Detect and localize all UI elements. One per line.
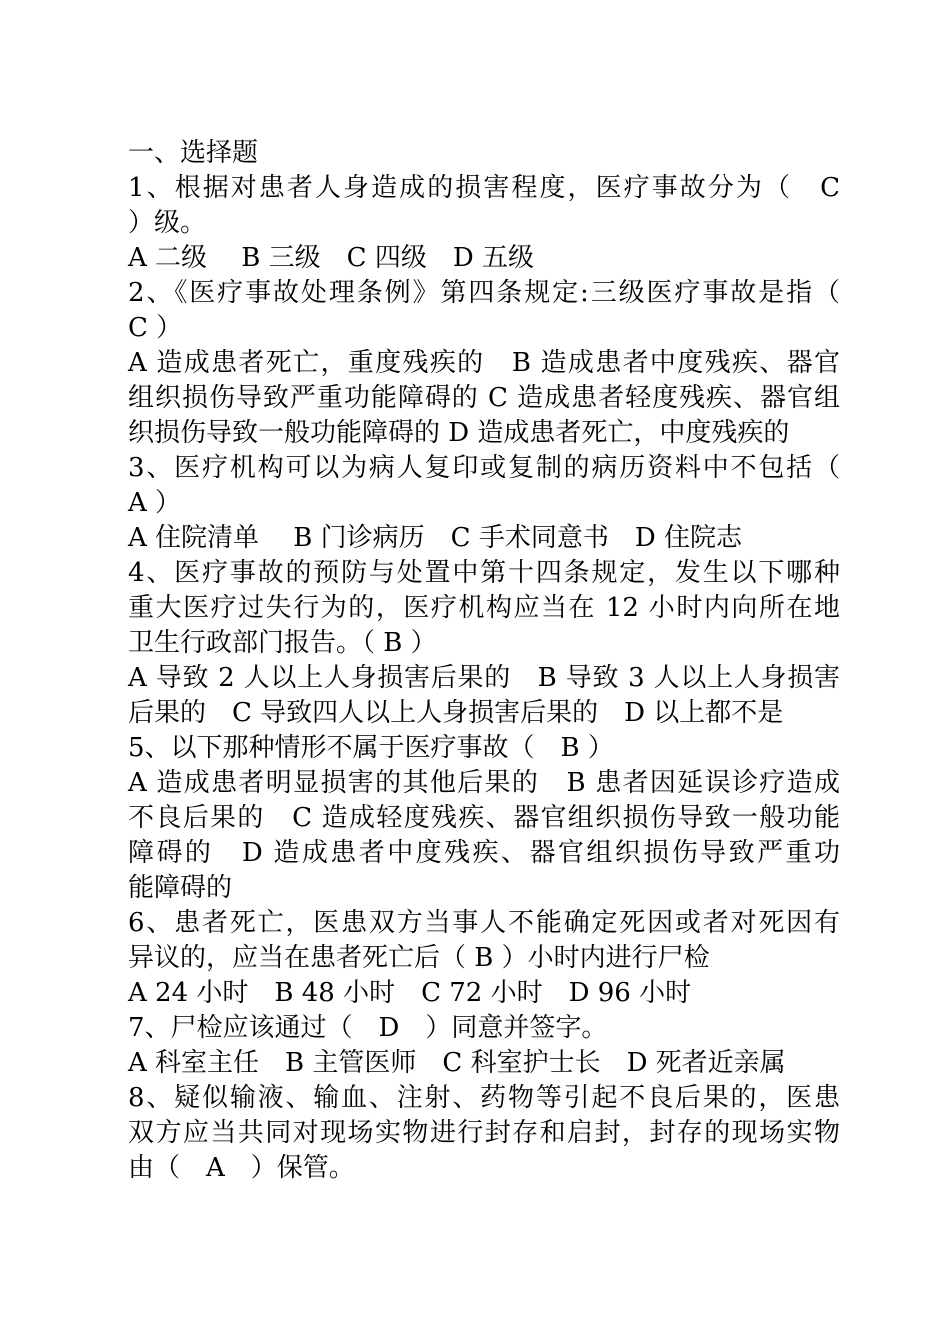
question-2-line-2: C ） xyxy=(128,313,183,343)
question-8-line-1: 8、疑似输液、输血、注射、药物等引起不良后果的，医患 xyxy=(128,1083,840,1113)
question-8-line-2: 双方应当共同对现场实物进行封存和启封，封存的现场实物 xyxy=(128,1118,840,1148)
question-7-options: A 科室主任 B 主管医师 C 科室护士长 D 死者近亲属 xyxy=(128,1048,786,1078)
question-4-line-3: 卫生行政部门报告。（ B ） xyxy=(128,628,437,658)
question-2-options-line-3: 织损伤导致一般功能障碍的 D 造成患者死亡，中度残疾的 xyxy=(128,418,790,448)
question-5-options-line-3: 障碍的 D 造成患者中度残疾、器官组织损伤导致严重功 xyxy=(128,838,840,868)
question-6-options: A 24 小时 B 48 小时 C 72 小时 D 96 小时 xyxy=(128,978,692,1008)
question-5-line-1: 5、以下那种情形不属于医疗事故（ B ） xyxy=(128,733,614,763)
question-8-line-3: 由（ A ）保管。 xyxy=(128,1153,355,1183)
question-3-line-1: 3、医疗机构可以为病人复印或复制的病历资料中不包括（ xyxy=(128,453,840,483)
question-6-line-2: 异议的，应当在患者死亡后（ B ）小时内进行尸检 xyxy=(128,943,710,973)
question-4-line-1: 4、医疗事故的预防与处置中第十四条规定，发生以下哪种 xyxy=(128,558,840,588)
question-5-options-line-4: 能障碍的 xyxy=(128,873,233,903)
question-1-line-2: ）级。 xyxy=(128,208,207,238)
question-4-options-line-1: A 导致 2 人以上人身损害后果的 B 导致 3 人以上人身损害 xyxy=(128,663,840,693)
question-4-line-2: 重大医疗过失行为的，医疗机构应当在 12 小时内向所在地 xyxy=(128,593,840,623)
question-1-line-1: 1、根据对患者人身造成的损害程度，医疗事故分为（ C xyxy=(128,173,840,203)
question-2-options-line-2: 组织损伤导致严重功能障碍的 C 造成患者轻度残疾、器官组 xyxy=(128,383,840,413)
question-5-options-line-1: A 造成患者明显损害的其他后果的 B 患者因延误诊疗造成 xyxy=(128,768,840,798)
question-6-line-1: 6、患者死亡，医患双方当事人不能确定死因或者对死因有 xyxy=(128,908,840,938)
question-2-options-line-1: A 造成患者死亡，重度残疾的 B 造成患者中度残疾、器官 xyxy=(128,348,840,378)
question-3-line-2: A ） xyxy=(128,488,182,518)
question-5-options-line-2: 不良后果的 C 造成轻度残疾、器官组织损伤导致一般功能 xyxy=(128,803,840,833)
section-heading: 一、选择题 xyxy=(128,138,259,168)
question-2-line-1: 2、《医疗事故处理条例》第四条规定:三级医疗事故是指（ xyxy=(128,278,840,308)
question-4-options-line-2: 后果的 C 导致四人以上人身损害后果的 D 以上都不是 xyxy=(128,698,784,728)
question-1-options: A 二级 B 三级 C 四级 D 五级 xyxy=(128,243,534,273)
question-7-line-1: 7、尸检应该通过（ D ）同意并签字。 xyxy=(128,1013,608,1043)
question-3-options: A 住院清单 B 门诊病历 C 手术同意书 D 住院志 xyxy=(128,523,742,553)
document-body xyxy=(128,136,840,1186)
